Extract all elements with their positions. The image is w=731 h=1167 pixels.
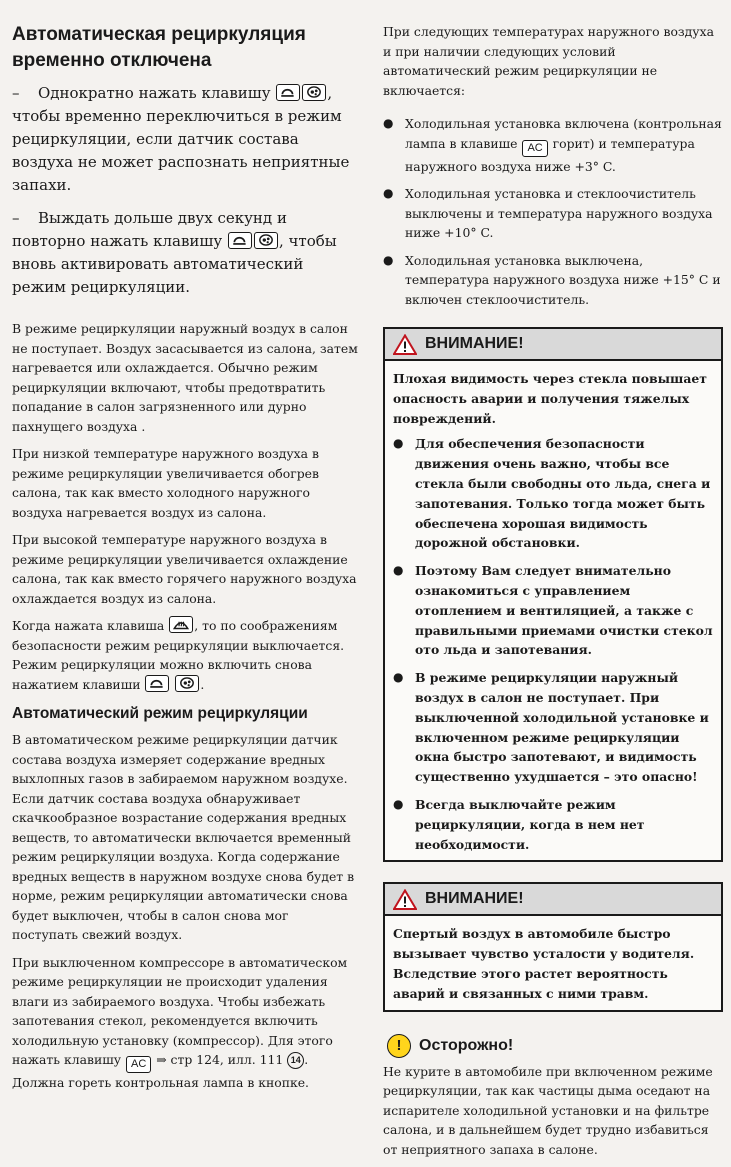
warning-body — [385, 361, 721, 860]
list-item: ● Холодильная установка включена (контрольная лампа в клавише AC горит) и температура наружного воздуха ниже +3° C. — [383, 114, 723, 176]
right-column — [383, 0, 723, 1167]
warning-title: ВНИМАНИЕ! — [425, 335, 524, 352]
list-item: ● Всегда выключайте режим рециркуляции, когда в нем нет необходимости. — [393, 795, 713, 854]
paragraph-high-temp: При высокой температуре наружного воздуха в режиме рециркуляции увеличивается охлаждение салона, так как вместо горячего наружного воздуха охлаждается воздух из салона. — [12, 532, 357, 606]
bullet: ● — [383, 252, 394, 267]
list-dash: – — [12, 84, 20, 102]
list-item: ● В режиме рециркуляции наружный воздух в салон не поступает. При выключенной холодильной установке и включенном режиме рециркуляции окна быстро запотевают, и видимость существенно ухудшается – это опасно! — [393, 668, 713, 787]
list-item: ● Для обеспечения безопасности движения очень важно, чтобы все стекла были свободны ото льда, снега и запотевания. Только тогда может быть обеспечена хорошая видимость дорожной обстановки. — [393, 434, 713, 553]
instruction-2: – Выждать дольше двух секунд и повторно нажать клавишу , чтобы вновь активировать автоматический режим рециркуляции. — [12, 209, 337, 296]
warning-triangle-icon — [393, 889, 417, 910]
ac-key: AC — [126, 1056, 151, 1073]
warning-box-visibility — [383, 327, 723, 862]
bullet: ● — [393, 670, 404, 685]
left-column — [12, 0, 358, 1101]
bullet: ● — [393, 796, 404, 811]
caution-title: Осторожно! — [419, 1036, 514, 1054]
warning-header — [385, 884, 721, 916]
warning-body — [385, 916, 721, 1009]
ac-key: AC — [522, 140, 547, 157]
list-item: ● Холодильная установка и стеклоочиститель выключены и температура наружного воздуха ниже +10° C. — [383, 184, 723, 243]
warning-triangle-icon — [393, 334, 417, 355]
paragraph-compressor: При выключенном компрессоре в автоматическом режиме рециркуляции не происходит удаления влаги из забираемого воздуха. Чтобы избежать запотевания стекол, рекомендуется включить холодильную установку (компрессор). Для этого нажать клавишу AC ⇒ стр 124, илл. 111 14 . Должна гореть контрольная лампа в кнопке. — [12, 954, 348, 1090]
page-reference: ⇒ стр 124, илл. 111 — [156, 1052, 284, 1067]
section-heading: Автоматический режим рециркуляции — [12, 705, 308, 722]
conditions-intro: При следующих температурах наружного воздуха и при наличии следующих условий автоматический режим рециркуляции не включается: — [383, 24, 714, 98]
paragraph-low-temp: При низкой температуре наружного воздуха в режиме рециркуляции увеличивается обогрев салона, так как вместо холодного наружного воздуха нагревается воздух из салона. — [12, 446, 319, 520]
list-item: ● Холодильная установка выключена, температура наружного воздуха ниже +15° C и включен стеклоочиститель. — [383, 251, 723, 310]
warning-header — [385, 329, 721, 361]
auto-recirculation-key-icon — [254, 232, 278, 249]
illustration-number: 14 — [287, 1052, 304, 1069]
warning-text: Спертый воздух в автомобиле быстро вызывает чувство усталости у водителя. Вследствие этого растет вероятность аварий и связанных с ними травм. — [393, 926, 695, 1001]
recirculation-key-icon — [145, 675, 169, 692]
bullet: ● — [393, 563, 404, 578]
recirculation-key-icon — [228, 232, 252, 249]
bullet: ● — [383, 186, 394, 200]
auto-recirculation-key-icon — [302, 84, 326, 101]
paragraph-auto-mode: В автоматическом режиме рециркуляции датчик состава воздуха измеряет содержание вредных выхлопных газов в забираемом наружном воздухе. Если датчик состава воздуха обнаруживает скачкообразное возрастание содержания вредных веществ, то автоматически включается временный режим рециркуляции воздуха. Когда содержание вредных веществ в наружном воздухе снова будет в норме, режим рециркуляции автоматически снова будет выключен, чтобы в салон снова мог поступать свежий воздух. — [12, 732, 355, 942]
list-dash: – — [12, 209, 20, 227]
list-item: ● Поэтому Вам следует внимательно ознакомиться с управлением отоплением и вентиляцией, а также с правильными приемами очистки стекол ото льда и запотевания. — [393, 561, 713, 660]
auto-recirculation-key-icon — [175, 675, 199, 692]
caution-text: Не курите в автомобиле при включенном режиме рециркуляции, так как частицы дыма оседают на испарителе холодильной установки и на фильтре салона, и в дальнейшем будет трудно избавиться от неприятного запаха в салоне. — [383, 1063, 713, 1157]
bullet: ● — [393, 436, 404, 451]
defrost-key-icon — [169, 616, 193, 633]
paragraph-defrost: Когда нажата клавиша , то по соображениям безопасности режим рециркуляции выключается. Режим рециркуляции можно включить снова нажатием клавиши . — [12, 618, 345, 692]
warning-title: ВНИМАНИЕ! — [425, 890, 524, 908]
warning-intro: Плохая видимость через стекла повышает опасность аварии и получения тяжелых повреждений. — [393, 371, 707, 426]
caution-header — [383, 1034, 723, 1058]
page-title: Автоматическая рециркуляция временно отключена — [12, 24, 306, 71]
instruction-1: – Однократно нажать клавишу , чтобы временно переключиться в режим рециркуляции, если датчик состава воздуха не может распознать неприятные запахи. — [12, 84, 350, 194]
bullet: ● — [383, 116, 394, 130]
paragraph-recirculation: В режиме рециркуляции наружный воздух в салон не поступает. Воздух засасывается из салона, затем нагревается или охлаждается. Обычно режим рециркуляции включают, чтобы предотвратить попадание в салон загрязненного или дурно пахнущего воздуха . — [12, 321, 358, 434]
warning-box-fatigue — [383, 882, 723, 1011]
caution-icon: ! — [387, 1034, 411, 1058]
recirculation-key-icon — [276, 84, 300, 101]
